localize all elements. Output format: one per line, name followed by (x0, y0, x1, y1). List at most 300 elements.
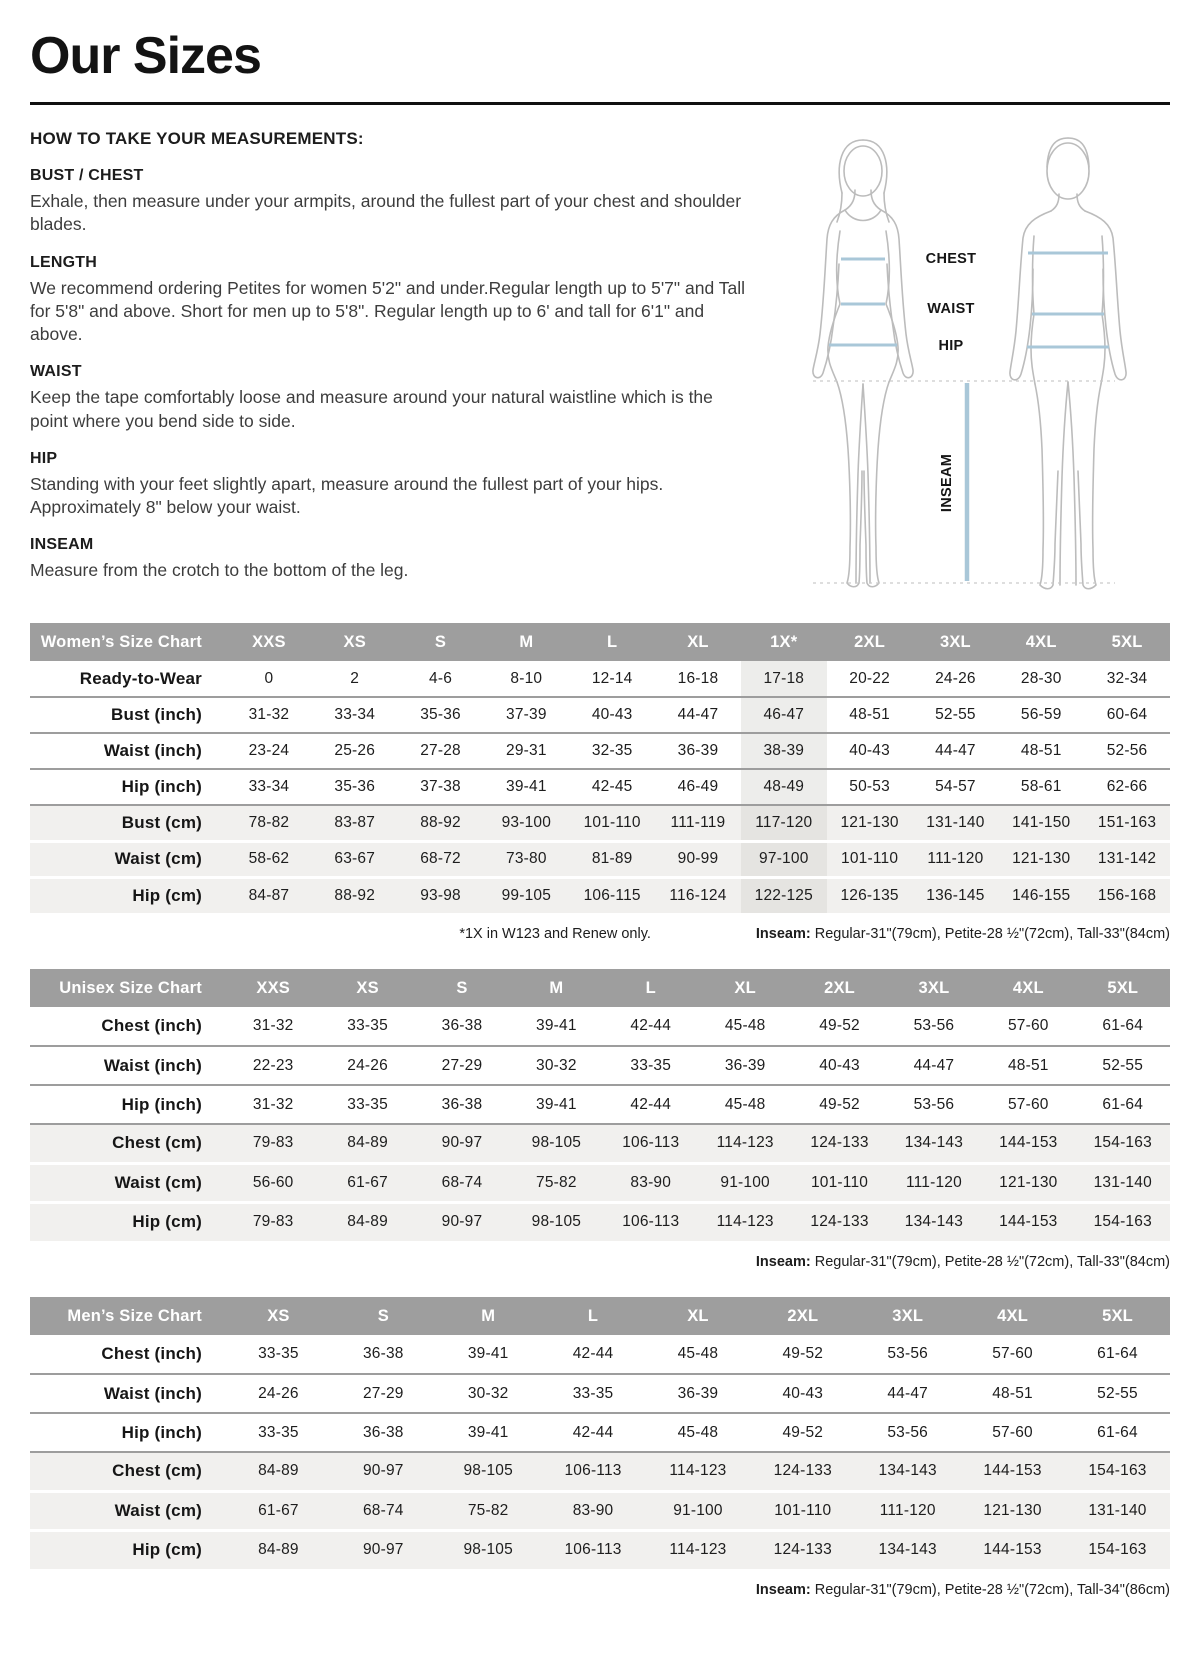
size-cell: 88-92 (398, 805, 484, 841)
column-header: XL (646, 1297, 751, 1335)
size-cell: 31-32 (252, 1017, 294, 1034)
size-cell: 42-44 (541, 1413, 646, 1452)
size-cell: 83-90 (604, 1163, 698, 1202)
size-cell: 32-35 (569, 733, 655, 769)
size-cell: 33-35 (226, 1413, 331, 1452)
size-cell: 45-48 (646, 1413, 751, 1452)
section-body: Measure from the crotch to the bottom of the leg. (30, 560, 409, 581)
size-cell: 45-48 (677, 1345, 719, 1362)
measurement-section (30, 450, 765, 520)
size-cell: 154-163 (1076, 1124, 1170, 1163)
column-header: XL (698, 969, 792, 1007)
size-cell: 93-100 (483, 805, 569, 841)
size-cell: 31-32 (226, 697, 312, 733)
size-cell: 61-64 (1097, 1345, 1138, 1362)
row-label: Waist (cm) (30, 1491, 226, 1530)
size-cell: 60-64 (1084, 697, 1170, 733)
measurement-diagram (765, 129, 1170, 603)
size-cell: 156-168 (1084, 877, 1170, 913)
size-cell: 25-26 (312, 733, 398, 769)
row-label: Chest (cm) (30, 1452, 226, 1491)
size-cell: 23-24 (226, 733, 312, 769)
instruction-sections (30, 167, 765, 583)
size-cell: 101-110 (827, 841, 913, 877)
size-cell: 98-105 (509, 1124, 603, 1163)
size-cell: 53-56 (913, 1017, 955, 1034)
size-cell: 56-60 (226, 1163, 320, 1202)
size-cell: 52-55 (1065, 1374, 1170, 1413)
column-header: 3XL (913, 623, 999, 661)
table-row (30, 1046, 1170, 1085)
table-row (30, 697, 1170, 733)
column-header: XL (655, 623, 741, 661)
size-cell: 84-89 (226, 1530, 331, 1569)
instructions-heading: HOW TO TAKE YOUR MEASUREMENTS: (30, 129, 364, 148)
size-cell: 58-62 (226, 841, 312, 877)
size-cell: 45-48 (698, 1085, 792, 1124)
size-cell: 84-89 (320, 1124, 414, 1163)
size-cell: 84-89 (320, 1202, 414, 1241)
size-cell: 39-41 (436, 1413, 541, 1452)
size-cell: 98-105 (509, 1202, 603, 1241)
inseam-label: INSEAM (939, 453, 955, 513)
column-header: 5XL (1076, 969, 1170, 1007)
row-label: Hip (inch) (30, 1085, 226, 1124)
size-cell: 20-22 (849, 669, 890, 687)
column-header: 2XL (750, 1297, 855, 1335)
table-row (30, 1202, 1170, 1241)
size-cell: 46-47 (741, 697, 827, 733)
row-label: Waist (cm) (30, 1163, 226, 1202)
size-cell: 42-44 (572, 1345, 614, 1362)
size-cell: 144-153 (960, 1452, 1065, 1491)
size-cell: 98-105 (436, 1530, 541, 1569)
size-table (30, 623, 1170, 942)
body-measurement-figure (783, 131, 1165, 603)
size-cell: 48-51 (998, 733, 1084, 769)
size-cell: 2 (350, 669, 360, 687)
column-header: 4XL (998, 623, 1084, 661)
size-cell: 101-110 (792, 1163, 886, 1202)
size-cell: 121-130 (998, 841, 1084, 877)
column-header: 2XL (827, 623, 913, 661)
table-row (30, 1530, 1170, 1569)
size-cell: 48-51 (960, 1374, 1065, 1413)
size-cell: 36-39 (698, 1046, 792, 1085)
size-cell: 49-52 (819, 1017, 860, 1034)
table-row (30, 769, 1170, 805)
size-cell: 106-113 (541, 1530, 646, 1569)
size-cell: 84-87 (226, 877, 312, 913)
row-label: Waist (cm) (30, 841, 226, 877)
size-cell: 37-38 (398, 769, 484, 805)
column-header: M (509, 969, 603, 1007)
size-cell: 36-38 (331, 1413, 436, 1452)
size-cell: 39-41 (509, 1085, 603, 1124)
size-cell: 30-32 (509, 1046, 603, 1085)
column-header: L (541, 1297, 646, 1335)
column-header: L (569, 623, 655, 661)
size-cell: 114-123 (698, 1124, 792, 1163)
size-cell: 16-18 (677, 669, 719, 687)
size-cell: 117-120 (741, 805, 827, 841)
section-title: LENGTH (30, 253, 97, 271)
size-cell: 31-32 (226, 1085, 320, 1124)
size-cell: 57-60 (960, 1413, 1065, 1452)
column-header: 3XL (887, 969, 981, 1007)
size-cell: 40-43 (569, 697, 655, 733)
size-cell: 42-44 (604, 1085, 698, 1124)
size-cell: 49-52 (750, 1413, 855, 1452)
column-header: 5XL (1084, 623, 1170, 661)
size-cell: 154-163 (1065, 1452, 1170, 1491)
table-row (30, 661, 1170, 697)
size-cell: 48-51 (981, 1046, 1075, 1085)
size-cell: 17-18 (741, 661, 827, 697)
size-table (30, 1297, 1170, 1598)
size-cell: 38-39 (741, 733, 827, 769)
size-cell: 144-153 (981, 1202, 1075, 1241)
size-cell: 126-135 (827, 877, 913, 913)
size-cell: 35-36 (312, 769, 398, 805)
size-cell: 68-72 (398, 841, 484, 877)
table-row (30, 1413, 1170, 1452)
column-header: L (604, 969, 698, 1007)
size-cell: 24-26 (226, 1374, 331, 1413)
table-row (30, 805, 1170, 841)
size-cell: 44-47 (855, 1374, 960, 1413)
size-cell: 36-38 (441, 1017, 483, 1034)
size-cell: 46-49 (655, 769, 741, 805)
waist-label: WAIST (927, 301, 975, 317)
size-cell: 124-133 (750, 1530, 855, 1569)
row-label: Hip (cm) (30, 877, 226, 913)
size-cell: 114-123 (646, 1530, 751, 1569)
size-cell: 97-100 (741, 841, 827, 877)
size-cell: 56-59 (998, 697, 1084, 733)
column-header: XS (312, 623, 398, 661)
size-cell: 131-140 (1065, 1491, 1170, 1530)
size-cell: 39-41 (467, 1345, 509, 1362)
table-row (30, 1452, 1170, 1491)
section-body: We recommend ordering Petites for women 5'2" and under.Regular length up to 5'7" and Tall for 5'8" and above. Short for men up to 5'8". Regular length up to 6' and tall for 6'1" and above. (30, 277, 745, 345)
size-cell: 131-140 (1076, 1163, 1170, 1202)
size-cell: 75-82 (509, 1163, 603, 1202)
size-cell: 154-163 (1076, 1202, 1170, 1241)
size-cell: 24-26 (935, 669, 976, 687)
size-cell: 121-130 (981, 1163, 1075, 1202)
measurement-instructions (30, 129, 765, 603)
size-cell: 35-36 (398, 697, 484, 733)
size-cell: 36-39 (646, 1374, 751, 1413)
table-title: Women’s Size Chart (30, 623, 226, 661)
column-header: XXS (226, 623, 312, 661)
size-cell: 61-67 (320, 1163, 414, 1202)
section-body: Exhale, then measure under your armpits, around the fullest part of your chest and shoulder blades. (30, 191, 742, 235)
size-cell: 114-123 (646, 1452, 751, 1491)
section-title: BUST / CHEST (30, 167, 144, 184)
column-header: S (398, 623, 484, 661)
size-cell: 49-52 (782, 1345, 824, 1362)
size-cell: 52-56 (1084, 733, 1170, 769)
size-cell: 4-6 (429, 669, 453, 687)
size-cell: 131-142 (1084, 841, 1170, 877)
size-cell: 90-97 (331, 1530, 436, 1569)
size-cell: 53-56 (887, 1085, 981, 1124)
size-cell: 154-163 (1065, 1530, 1170, 1569)
size-cell: 37-39 (483, 697, 569, 733)
table-row (30, 1491, 1170, 1530)
size-cell: 58-61 (998, 769, 1084, 805)
size-cell: 57-60 (1007, 1017, 1049, 1034)
table-title: Men’s Size Chart (30, 1297, 226, 1335)
column-header: XS (320, 969, 414, 1007)
size-cell: 144-153 (981, 1124, 1075, 1163)
size-cell: 33-34 (226, 769, 312, 805)
size-cell: 111-119 (655, 805, 741, 841)
size-cell: 131-140 (913, 805, 999, 841)
size-cell: 106-113 (604, 1124, 698, 1163)
size-cell: 146-155 (998, 877, 1084, 913)
size-cell: 61-64 (1076, 1085, 1170, 1124)
size-cell: 114-123 (698, 1202, 792, 1241)
size-cell: 90-97 (415, 1202, 509, 1241)
size-cell: 39-41 (483, 769, 569, 805)
size-cell: 134-143 (887, 1202, 981, 1241)
measurement-section (30, 167, 765, 237)
table-row (30, 841, 1170, 877)
measurement-section (30, 363, 765, 433)
size-cell: 42-45 (569, 769, 655, 805)
size-cell: 44-47 (913, 733, 999, 769)
size-cell: 33-35 (604, 1046, 698, 1085)
size-cell: 90-99 (655, 841, 741, 877)
size-cell: 106-113 (541, 1452, 646, 1491)
section-body: Standing with your feet slightly apart, measure around the fullest part of your hips. Approximately 8" below your waist. (30, 473, 664, 518)
size-cell: 121-130 (827, 805, 913, 841)
size-cell: 79-83 (226, 1202, 320, 1241)
column-header: S (415, 969, 509, 1007)
size-cell: 24-26 (320, 1046, 414, 1085)
row-label: Hip (inch) (30, 1413, 226, 1452)
size-cell: 8-10 (510, 669, 543, 687)
size-cell: 33-35 (258, 1345, 299, 1362)
row-label: Bust (cm) (30, 805, 226, 841)
row-label: Waist (inch) (30, 1046, 226, 1085)
size-cell: 27-29 (415, 1046, 509, 1085)
size-cell: 54-57 (913, 769, 999, 805)
size-cell: 36-38 (415, 1085, 509, 1124)
row-label: Hip (cm) (30, 1530, 226, 1569)
row-label: Waist (inch) (30, 1374, 226, 1413)
size-cell: 57-60 (981, 1085, 1075, 1124)
column-header: XXS (226, 969, 320, 1007)
size-cell: 81-89 (569, 841, 655, 877)
row-label: Hip (cm) (30, 1202, 226, 1241)
size-cell: 141-150 (998, 805, 1084, 841)
footnote: *1X in W123 and Renew only. (459, 926, 651, 942)
footnote: Inseam: Regular-31"(79cm), Petite-28 ½"(72cm), Tall-33"(84cm) (755, 1254, 1170, 1270)
size-cell: 90-97 (331, 1452, 436, 1491)
footnote: Inseam: Regular-31"(79cm), Petite-28 ½"(72cm), Tall-34"(86cm) (755, 1582, 1170, 1598)
size-cell: 27-29 (331, 1374, 436, 1413)
section-body: Keep the tape comfortably loose and measure around your natural waistline which is the point where you bend side to side. (30, 387, 713, 431)
table-row (30, 1335, 1170, 1374)
size-cell: 30-32 (436, 1374, 541, 1413)
size-cell: 78-82 (226, 805, 312, 841)
measurement-section (30, 254, 765, 347)
row-label: Chest (cm) (30, 1124, 226, 1163)
size-cell: 116-124 (655, 877, 741, 913)
size-cell: 136-145 (913, 877, 999, 913)
table-footnotes (30, 1254, 1170, 1270)
size-cell: 101-110 (750, 1491, 855, 1530)
size-cell: 22-23 (226, 1046, 320, 1085)
size-cell: 33-35 (347, 1017, 388, 1034)
size-cell: 83-90 (541, 1491, 646, 1530)
size-cell: 40-43 (792, 1046, 886, 1085)
row-label: Ready-to-Wear (79, 668, 202, 688)
size-table (30, 969, 1170, 1270)
size-cell: 134-143 (855, 1530, 960, 1569)
size-cell: 36-39 (655, 733, 741, 769)
column-header: 4XL (960, 1297, 1065, 1335)
column-header: XS (226, 1297, 331, 1335)
size-cell: 106-115 (569, 877, 655, 913)
size-cell: 73-80 (483, 841, 569, 877)
table-footnotes (30, 926, 1170, 942)
column-header: 2XL (792, 969, 886, 1007)
size-cell: 134-143 (855, 1452, 960, 1491)
size-cell: 61-64 (1065, 1413, 1170, 1452)
size-cell: 111-120 (855, 1491, 960, 1530)
size-cell: 53-56 (887, 1345, 929, 1362)
size-cell: 42-44 (630, 1017, 672, 1034)
size-cell: 61-64 (1102, 1017, 1144, 1034)
table-row (30, 1163, 1170, 1202)
table-row (30, 1374, 1170, 1413)
size-cell: 91-100 (698, 1163, 792, 1202)
table-row (30, 877, 1170, 913)
size-cell: 32-34 (1106, 669, 1148, 687)
size-cell: 45-48 (724, 1017, 766, 1034)
size-cell: 57-60 (992, 1345, 1033, 1362)
column-header: 5XL (1065, 1297, 1170, 1335)
size-cell: 50-53 (827, 769, 913, 805)
table-row (30, 733, 1170, 769)
row-label: Waist (inch) (30, 733, 226, 769)
size-cell: 68-74 (415, 1163, 509, 1202)
top-section (30, 129, 1170, 603)
size-cell: 48-51 (827, 697, 913, 733)
size-cell: 124-133 (750, 1452, 855, 1491)
measurement-section (30, 536, 765, 582)
footnote: Inseam: Regular-31"(79cm), Petite-28 ½"(72cm), Tall-33"(84cm) (755, 926, 1170, 942)
size-cell: 33-35 (541, 1374, 646, 1413)
table-row (30, 1085, 1170, 1124)
size-cell: 44-47 (655, 697, 741, 733)
page-title: Our Sizes (30, 27, 261, 85)
size-cell: 121-130 (960, 1491, 1065, 1530)
size-cell: 52-55 (913, 697, 999, 733)
size-cell: 99-105 (483, 877, 569, 913)
table-row (30, 1124, 1170, 1163)
size-cell: 93-98 (398, 877, 484, 913)
column-header: M (436, 1297, 541, 1335)
table-row (30, 1007, 1170, 1046)
size-cell: 28-30 (1020, 669, 1062, 687)
row-label: Chest (inch) (101, 1344, 202, 1363)
size-cell: 68-74 (331, 1491, 436, 1530)
size-cell: 106-113 (604, 1202, 698, 1241)
size-cell: 40-43 (750, 1374, 855, 1413)
size-cell: 90-97 (415, 1124, 509, 1163)
size-cell: 144-153 (960, 1530, 1065, 1569)
size-cell: 98-105 (436, 1452, 541, 1491)
size-cell: 33-34 (312, 697, 398, 733)
chest-label: CHEST (925, 251, 977, 267)
size-cell: 0 (264, 669, 274, 687)
size-cell: 53-56 (855, 1413, 960, 1452)
row-label: Hip (inch) (30, 769, 226, 805)
section-title: WAIST (30, 363, 82, 381)
size-cell: 124-133 (792, 1124, 886, 1163)
size-cell: 91-100 (646, 1491, 751, 1530)
column-header: 4XL (981, 969, 1075, 1007)
size-cell: 79-83 (226, 1124, 320, 1163)
column-header: S (331, 1297, 436, 1335)
table-title: Unisex Size Chart (30, 969, 226, 1007)
section-title: INSEAM (30, 536, 94, 554)
size-cell: 27-28 (398, 733, 484, 769)
size-cell: 12-14 (591, 669, 633, 687)
size-cell: 122-125 (741, 877, 827, 913)
size-cell: 111-120 (913, 841, 999, 877)
size-cell: 84-89 (226, 1452, 331, 1491)
size-cell: 134-143 (887, 1124, 981, 1163)
size-cell: 83-87 (312, 805, 398, 841)
size-cell: 52-55 (1076, 1046, 1170, 1085)
size-cell: 36-38 (362, 1345, 404, 1362)
size-cell: 39-41 (536, 1017, 577, 1034)
size-cell: 61-67 (226, 1491, 331, 1530)
size-cell: 63-67 (312, 841, 398, 877)
size-cell: 88-92 (312, 877, 398, 913)
column-header: M (483, 623, 569, 661)
size-cell: 124-133 (792, 1202, 886, 1241)
size-cell: 48-49 (741, 769, 827, 805)
size-cell: 62-66 (1084, 769, 1170, 805)
row-label: Chest (inch) (101, 1016, 202, 1035)
size-cell: 151-163 (1084, 805, 1170, 841)
column-header: 3XL (855, 1297, 960, 1335)
title-divider (30, 102, 1170, 105)
section-title: HIP (30, 449, 58, 467)
column-header: 1X* (741, 623, 827, 661)
size-cell: 40-43 (827, 733, 913, 769)
size-cell: 75-82 (436, 1491, 541, 1530)
table-footnotes (30, 1582, 1170, 1598)
size-cell: 33-35 (320, 1085, 414, 1124)
size-tables (30, 623, 1170, 1598)
size-cell: 101-110 (569, 805, 655, 841)
size-cell: 111-120 (887, 1163, 981, 1202)
row-label: Bust (inch) (30, 697, 226, 733)
size-cell: 49-52 (792, 1085, 886, 1124)
hip-label: HIP (938, 338, 964, 354)
size-cell: 29-31 (483, 733, 569, 769)
size-cell: 44-47 (887, 1046, 981, 1085)
